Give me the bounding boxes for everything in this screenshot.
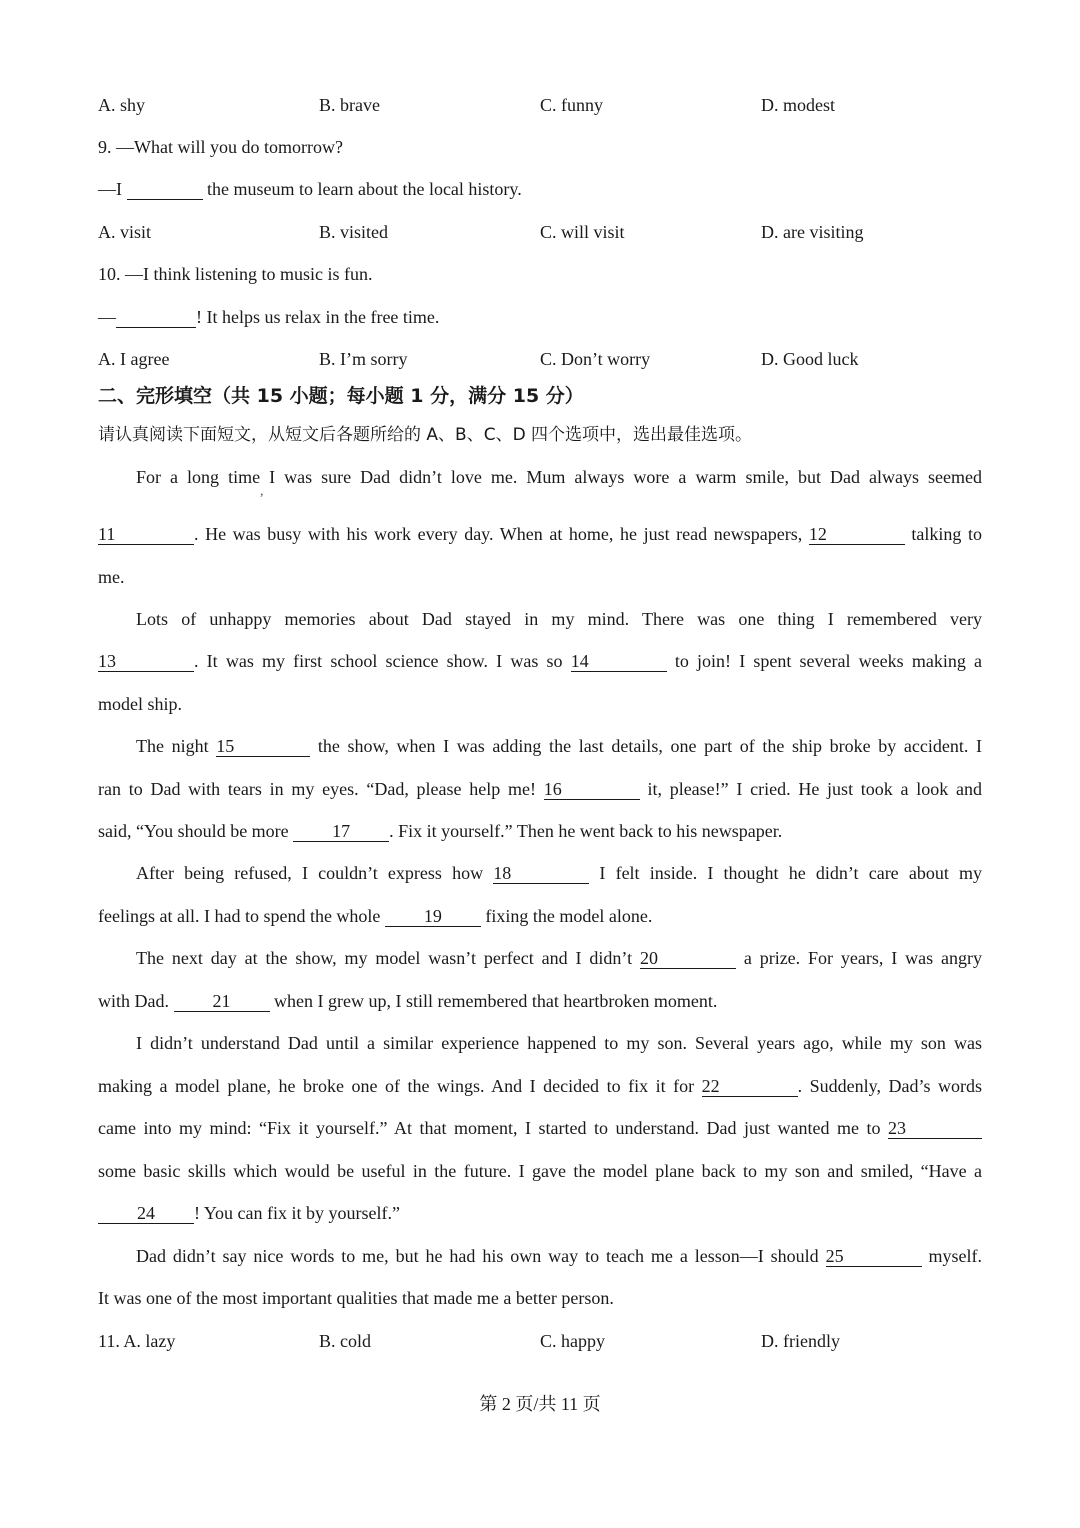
blank-24[interactable]: 24	[98, 1203, 194, 1224]
passage-text: fixing the model alone.	[480, 906, 653, 926]
option-d: D. Good luck	[761, 349, 859, 369]
blank-19[interactable]: 19	[385, 906, 481, 927]
passage-text: making a model plane, he broke one of the wings. And I decided to fix it for	[98, 1076, 702, 1096]
q10-blank[interactable]	[116, 307, 196, 328]
passage-line	[98, 862, 982, 884]
passage-line	[98, 1245, 982, 1267]
passage-line: It was one of the most important qualities that made me a better person.	[98, 1288, 614, 1308]
q10-reply	[98, 306, 982, 328]
q9-stem: 9. —What will you do tomorrow?	[98, 137, 343, 157]
option-d: D. modest	[761, 95, 835, 115]
passage-text: talking to	[904, 524, 982, 544]
passage-text: After being refused, I couldn’t express how	[136, 863, 494, 883]
passage-line	[98, 947, 982, 969]
option-a: A. I agree	[98, 349, 170, 369]
passage-text: it, please!” I cried. He just took a look and	[639, 779, 982, 799]
passage-text: feelings at all. I had to spend the whole	[98, 906, 385, 926]
passage-line	[98, 1202, 982, 1224]
page-number: 第 2 页/共 11 页	[479, 1394, 601, 1414]
blank-11[interactable]: 11	[98, 524, 194, 545]
passage-line	[98, 650, 982, 672]
passage-line: model ship.	[98, 694, 182, 714]
blank-25[interactable]: 25	[826, 1246, 922, 1267]
passage-line	[98, 735, 982, 757]
passage-text: The night	[136, 736, 217, 756]
passage-text: The next day at the show, my model wasn’t perfect and I didn’t	[136, 948, 640, 968]
q9-blank[interactable]	[127, 179, 203, 200]
option-b: B. I’m sorry	[319, 349, 408, 369]
blank-23[interactable]: 23	[888, 1118, 982, 1139]
option-b: B. brave	[319, 95, 380, 115]
option-b: B. cold	[319, 1331, 371, 1351]
q9-reply-start: —I	[98, 179, 127, 199]
blank-14[interactable]: 14	[571, 651, 667, 672]
blank-20[interactable]: 20	[640, 948, 736, 969]
option-c: C. Don’t worry	[540, 349, 651, 369]
blank-18[interactable]: 18	[493, 863, 589, 884]
option-a: A. visit	[98, 222, 152, 242]
passage-text: with Dad.	[98, 991, 174, 1011]
passage-text: ! You can fix it by yourself.”	[194, 1203, 400, 1223]
passage-line	[98, 778, 982, 800]
option-a: A. shy	[98, 95, 146, 115]
passage-line: For a long time I was sure Dad didn’t love me. Mum always wore a warm smile, but Dad always seemed	[136, 467, 982, 487]
passage-text: ran to Dad with tears in my eyes. “Dad, please help me!	[98, 779, 544, 799]
passage-text: to join! I spent several weeks making a	[666, 651, 982, 671]
q11-options	[98, 1330, 982, 1352]
q10-reply-start: —	[98, 307, 116, 327]
option-c: C. happy	[540, 1331, 605, 1351]
option-c: C. funny	[540, 95, 603, 115]
blank-15[interactable]: 15	[216, 736, 310, 757]
option-b: B. visited	[319, 222, 389, 242]
passage-text: came into my mind: “Fix it yourself.” At that moment, I started to understand. Dad just wanted me to	[98, 1118, 888, 1138]
passage-text: I felt inside. I thought he didn’t care about my	[589, 863, 982, 883]
option-d: D. are visiting	[761, 222, 864, 242]
blank-16[interactable]: 16	[544, 779, 640, 800]
passage-text: Dad didn’t say nice words to me, but he had his own way to teach me a lesson—I should	[136, 1246, 826, 1266]
passage-text: . Fix it yourself.” Then he went back to his newspaper.	[389, 821, 783, 841]
q10-stem: 10. —I think listening to music is fun.	[98, 264, 373, 284]
blank-21[interactable]: 21	[174, 991, 270, 1012]
passage-text: when I grew up, I still remembered that heartbroken moment.	[269, 991, 718, 1011]
blank-12[interactable]: 12	[809, 524, 905, 545]
passage-text: the show, when I was adding the last details, one part of the ship broke by accident. I	[310, 736, 982, 756]
section-title: 二、完形填空（共 15 小题；每小题 1 分，满分 15 分）	[98, 385, 584, 407]
passage-text: . It was my first school science show. I was so	[194, 651, 571, 671]
passage-line: I didn’t understand Dad until a similar experience happened to my son. Several years ago, while my son was	[136, 1033, 982, 1053]
option-d: D. friendly	[761, 1331, 840, 1351]
option-a: 11. A. lazy	[98, 1331, 176, 1351]
section-instruction: 请认真阅读下面短文，从短文后各题所给的 A、B、C、D 四个选项中，选出最佳选项。	[98, 425, 753, 445]
blank-17[interactable]: 17	[293, 821, 389, 842]
q10-reply-end: ! It helps us relax in the free time.	[196, 307, 440, 327]
passage-text: myself.	[921, 1246, 982, 1266]
passage-line	[98, 990, 982, 1012]
stray-comma: ,	[260, 484, 264, 499]
passage-line	[98, 1117, 982, 1139]
passage-line: Lots of unhappy memories about Dad stayed in my mind. There was one thing I remembered very	[136, 609, 982, 629]
passage-line: some basic skills which would be useful in the future. I gave the model plane back to my son and smiled, “Have a	[98, 1161, 982, 1181]
q9-reply-end: the museum to learn about the local history.	[202, 179, 522, 199]
passage-text: a prize. For years, I was angry	[735, 948, 983, 968]
passage-text: . He was busy with his work every day. When at home, he just read newspapers,	[194, 524, 809, 544]
q10-options	[98, 348, 982, 370]
q9-reply	[98, 178, 982, 200]
passage-text: . Suddenly, Dad’s words	[797, 1076, 982, 1096]
q8-options	[98, 94, 982, 116]
passage-line	[98, 820, 982, 842]
q9-options	[98, 221, 982, 243]
blank-22[interactable]: 22	[702, 1076, 798, 1097]
passage-line	[98, 1075, 982, 1097]
blank-13[interactable]: 13	[98, 651, 194, 672]
passage-line	[98, 523, 982, 545]
option-c: C. will visit	[540, 222, 625, 242]
passage-line	[98, 905, 982, 927]
passage-text: said, “You should be more	[98, 821, 294, 841]
passage-line: me.	[98, 567, 125, 587]
